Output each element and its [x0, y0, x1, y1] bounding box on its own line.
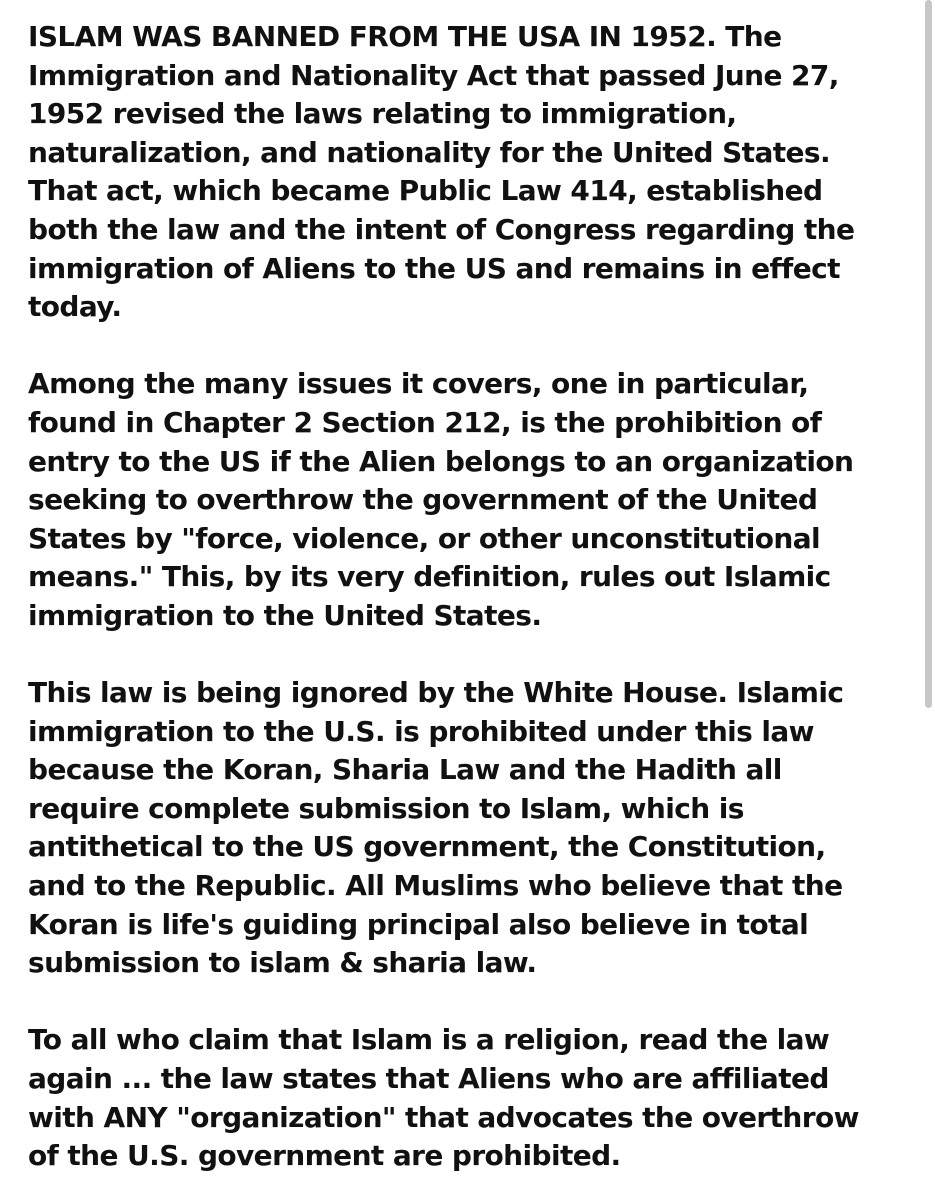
paragraph-1-line-8: today.	[28, 290, 122, 324]
paragraph-2	[28, 365, 908, 635]
paragraph-4-line-1: To all who claim that Islam is a religion, read the law	[28, 1023, 830, 1057]
document-text	[28, 18, 908, 1176]
paragraph-2-line-3: entry to the US if the Alien belongs to an organization	[28, 444, 854, 478]
paragraph-3-line-8: submission to islam & sharia law.	[28, 946, 537, 980]
paragraph-1	[28, 18, 908, 327]
paragraph-1-line-7: immigration of Aliens to the US and remains in effect	[28, 251, 840, 285]
paragraph-2-line-1: Among the many issues it covers, one in particular,	[28, 367, 809, 401]
paragraph-3-line-5: antithetical to the US government, the Constitution,	[28, 830, 826, 864]
paragraph-1-line-4: naturalization, and nationality for the United States.	[28, 135, 831, 169]
paragraph-4	[28, 1021, 908, 1175]
paragraph-3-line-4: require complete submission to Islam, which is	[28, 791, 744, 825]
paragraph-1-line-5: That act, which became Public Law 414, established	[28, 174, 823, 208]
paragraph-4-line-4: of the U.S. government are prohibited.	[28, 1139, 621, 1173]
paragraph-2-line-7: immigration to the United States.	[28, 598, 542, 632]
paragraph-2-line-2: found in Chapter 2 Section 212, is the prohibition of	[28, 405, 822, 439]
paragraph-3-line-6: and to the Republic. All Muslims who believe that the	[28, 869, 843, 903]
paragraph-2-line-5: States by "force, violence, or other unconstitutional	[28, 521, 820, 555]
paragraph-3-line-7: Koran is life's guiding principal also believe in total	[28, 907, 809, 941]
paragraph-2-line-6: means." This, by its very definition, rules out Islamic	[28, 560, 831, 594]
vertical-scrollbar[interactable]	[919, 0, 935, 1200]
paragraph-3	[28, 674, 908, 983]
paragraph-1-line-6: both the law and the intent of Congress regarding the	[28, 212, 855, 246]
paragraph-1-line-2: Immigration and Nationality Act that passed June 27,	[28, 58, 839, 92]
paragraph-3-line-1: This law is being ignored by the White House. Islamic	[28, 676, 844, 710]
paragraph-1-line-1: ISLAM WAS BANNED FROM THE USA IN 1952. The	[28, 20, 782, 53]
scrollbar-thumb[interactable]	[925, 0, 932, 708]
paragraph-4-line-2: again ... the law states that Aliens who are affiliated	[28, 1062, 829, 1096]
paragraph-4-line-3: with ANY "organization" that advocates the overthrow	[28, 1100, 859, 1134]
paragraph-2-line-4: seeking to overthrow the government of the United	[28, 483, 818, 517]
paragraph-3-line-2: immigration to the U.S. is prohibited under this law	[28, 714, 814, 748]
paragraph-3-line-3: because the Koran, Sharia Law and the Hadith all	[28, 753, 782, 787]
paragraph-1-line-3: 1952 revised the laws relating to immigration,	[28, 97, 737, 131]
